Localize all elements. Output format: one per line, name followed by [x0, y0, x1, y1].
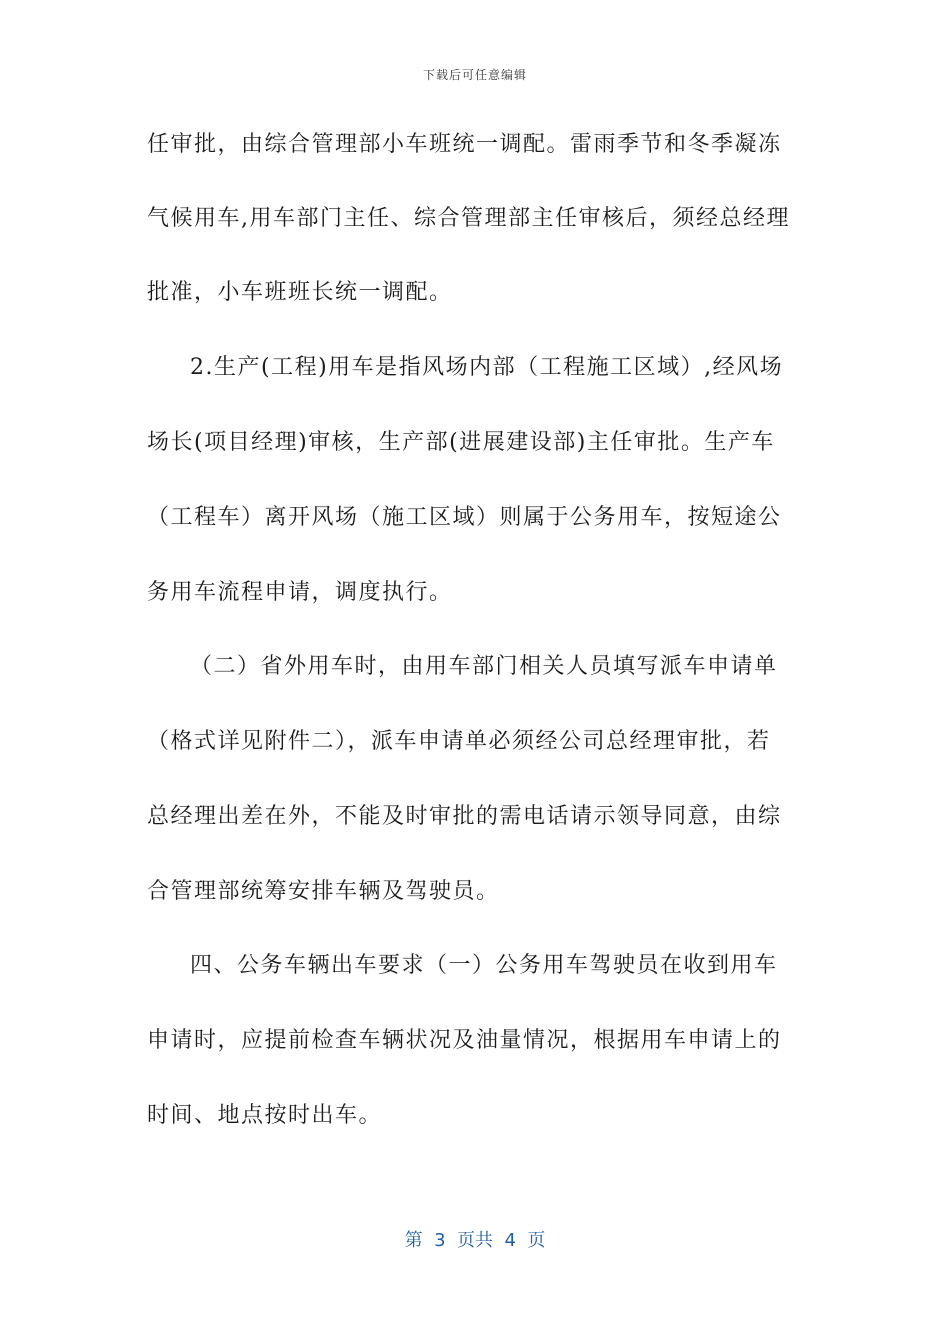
page-number: 第 3 页共 4 页 — [404, 1230, 546, 1251]
body-line: 申请时，应提前检查车辆状况及油量情况，根据用车申请上的 — [147, 1028, 782, 1053]
paragraph-start: 四、公务车辆出车要求（一）公务用车驾驶员在收到用车 — [190, 953, 778, 978]
body-line: 批准，小车班班长统一调配。 — [147, 280, 453, 305]
body-line: 气候用车,用车部门主任、综合管理部主任审核后，须经总经理 — [147, 206, 790, 231]
body-line: 总经理出差在外，不能及时审批的需电话请示领导同意，由综 — [147, 804, 782, 829]
body-line: （工程车）离开风场（施工区域）则属于公务用车，按短途公 — [147, 505, 782, 530]
paragraph-start: （二）省外用车时，由用车部门相关人员填写派车申请单 — [190, 654, 778, 679]
body-line: 时间、地点按时出车。 — [147, 1103, 383, 1128]
body-line: （格式详见附件二），派车申请单必须经公司总经理审批，若 — [147, 729, 771, 754]
paragraph-start: 2.生产(工程)用车是指风场内部（工程施工区域）,经风场 — [190, 355, 784, 380]
body-line: 任审批，由综合管理部小车班统一调配。雷雨季节和冬季凝冻 — [147, 132, 782, 157]
body-line: 务用车流程申请，调度执行。 — [147, 580, 453, 605]
header-note: 下载后可任意编辑 — [422, 68, 527, 82]
body-line: 合管理部统筹安排车辆及驾驶员。 — [147, 879, 500, 904]
body-line: 场长(项目经理)审核，生产部(进展建设部)主任审批。生产车 — [147, 430, 775, 455]
